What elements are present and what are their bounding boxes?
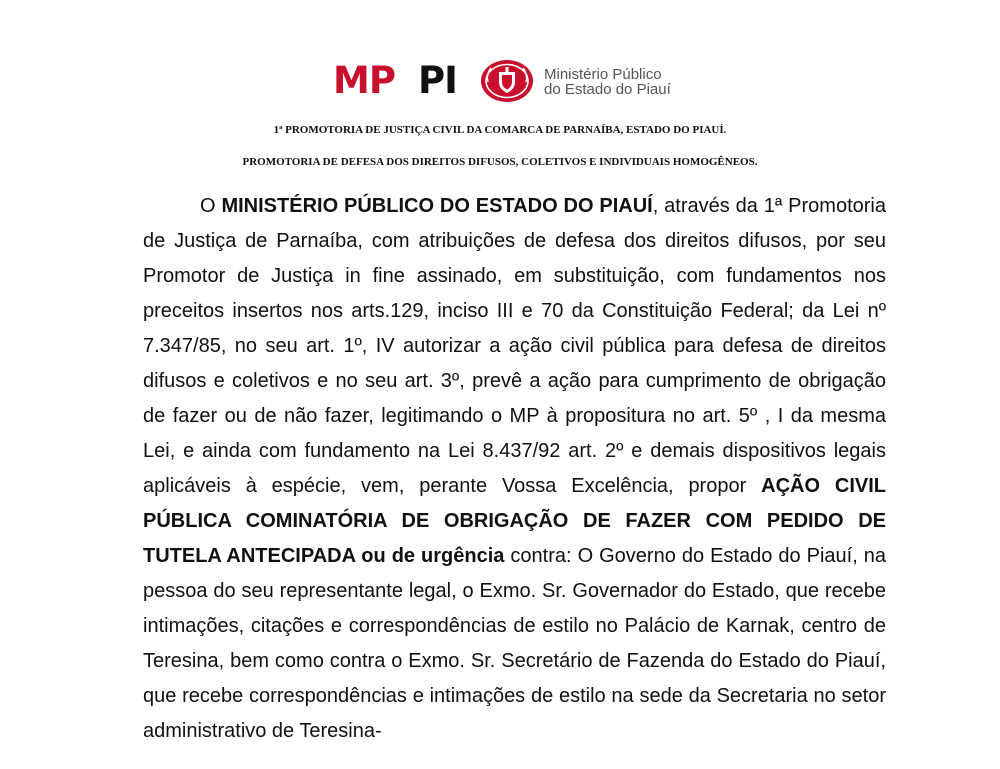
- body-text-part-2: , através da 1ª Promotoria de Justiça de Parnaíba, com atribuições de defesa dos direitos difusos, por seu Promotor de Justiça in fine assinado, em substituição, com fundamentos nos preceitos insertos nos arts.129, inciso III e 70 da Constituição Federal; da Lei nº 7.347/85, no seu art. 1º, IV autorizar a ação civil pública para defesa de direitos difusos e coletivos e no seu art. 3º, prevê a ação para cumprimento de obrigação de fazer ou de não fazer, legitimando o MP à propositura no art. 5º , I da mesma Lei, e ainda com fundamento na Lei 8.437/92 art. 2º e demais dispositivos legais aplicáveis à espécie, vem, perante Vossa Excelência, propor: [143, 195, 886, 497]
- institution-name-line-1: Ministério Público: [544, 66, 662, 83]
- body-text-part-3: contra: O Governo do Estado do Piauí, na pessoa do seu representante legal, o Exmo. Sr. Governador do Estado, que recebe intimações, citações e correspondências de estilo no Palácio de Karnak, centro de Teresina, bem como contra o Exmo. Sr. Secretário de Fazenda do Estado do Piauí, que recebe correspondências e intimações de estilo na sede da Secretaria no setor administrativo de Teresina-: [143, 545, 886, 742]
- mppi-logo: [0, 58, 1000, 106]
- body-bold-acao-civil: AÇÃO CIVIL PÚBLICA COMINATÓRIA DE OBRIGAÇÃO DE FAZER COM PEDIDO DE TUTELA ANTECIPADA ou de urgência: [143, 475, 886, 567]
- logo-pi-text: PI: [418, 59, 457, 102]
- heading-promotoria: 1ª PROMOTORIA DE JUSTIÇA CIVIL DA COMARCA DE PARNAÍBA, ESTADO DO PIAUÍ.: [273, 124, 727, 136]
- seal-icon: [478, 58, 536, 104]
- body-text-part-1: O: [200, 195, 222, 217]
- institution-name: [544, 67, 671, 97]
- heading-defesa-direitos: PROMOTORIA DE DEFESA DOS DIREITOS DIFUSOS, COLETIVOS E INDIVIDUAIS HOMOGÊNEOS.: [242, 156, 758, 168]
- institution-name-line-2: do Estado do Piauí: [544, 81, 671, 98]
- logo-mp-text: MP: [333, 59, 395, 102]
- body-bold-ministerio: MINISTÉRIO PÚBLICO DO ESTADO DO PIAUÍ: [221, 195, 653, 217]
- body-paragraph: [143, 189, 886, 749]
